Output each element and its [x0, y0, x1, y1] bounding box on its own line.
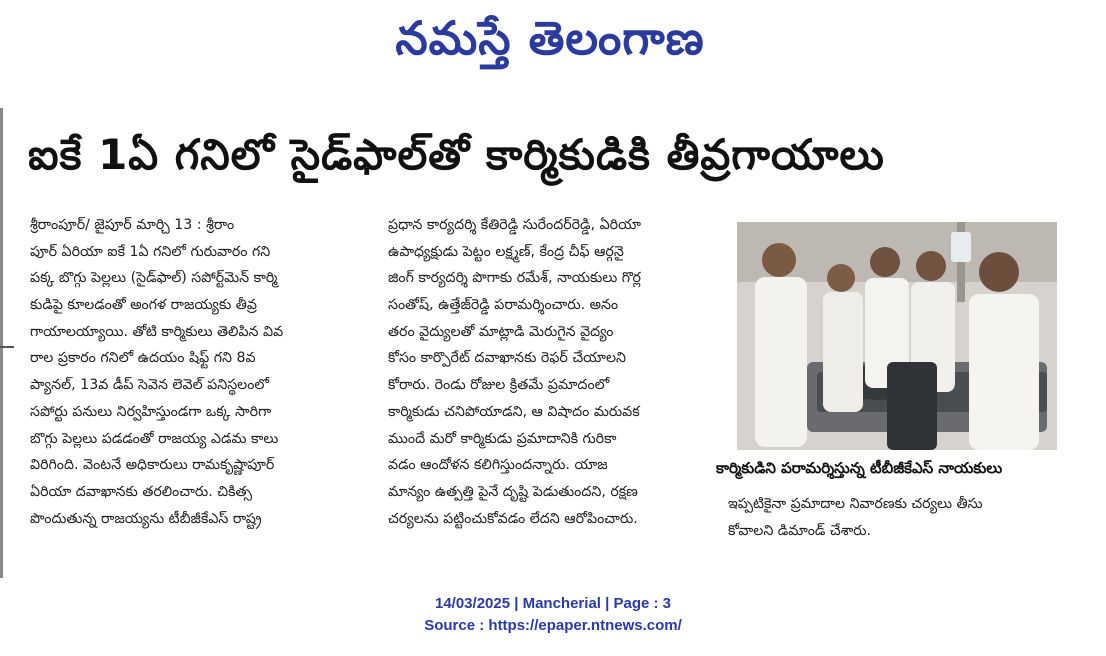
column-line: పొందుతున్న రాజయ్యను టీబీజీకేఎస్ రాష్ట్ర: [30, 510, 262, 527]
left-margin-rule: [0, 108, 3, 578]
column-line: ప్రధాన కార్యదర్శి కేతిరెడ్డి సురేందర్‌రెడ్డి, ఏరియా: [388, 217, 641, 233]
hospital-visit-photo-icon: [737, 222, 1057, 450]
margin-tick: [0, 346, 14, 348]
footer-source-link[interactable]: Source : https://epaper.ntnews.com/: [424, 617, 682, 634]
column-line: ముందే మరో కార్మికుడు ప్రమాదానికి గురికా: [388, 430, 617, 447]
column-line: సపోర్టు పనులు నిర్వహిస్తుండగా ఒక్క సారిగా: [30, 403, 272, 420]
column-line: పూర్ ఏరియా ఐకే 1ఏ గనిలో గురువారం గని: [30, 243, 271, 260]
column-line: ఏరియా దవాఖానకు తరలించారు. చికిత్స: [30, 483, 253, 500]
column-line: ఉపాధ్యక్షుడు పెట్టం లక్ష్మణ్, కేంద్ర చీఫ్ ఆర్గనై: [388, 243, 624, 260]
column-line: మాన్యం ఉత్పత్తి పైనే దృష్టి పెడుతుందని, రక్షణ: [388, 483, 638, 500]
column-line: పక్క బొగ్గు పెల్లలు (సైడ్‌ఫాల్) సపోర్ట్‌మెన్ కార్మి: [30, 270, 278, 287]
article-column-1: [30, 212, 370, 532]
column-line: విరిగింది. వెంటనే అధికారులు రామకృష్ణాపూర్: [30, 457, 275, 474]
column-line: కోవాలని డిమాండ్ చేశారు.: [728, 522, 872, 539]
column-line: చర్యలను పట్టించుకోవడం లేదని ఆరోపించారు.: [388, 510, 638, 527]
column-line: ఇప్పటికైనా ప్రమాదాల నివారణకు చర్యలు తీసు: [728, 496, 983, 512]
column-line: తరం వైద్యులతో మాట్లాడి మెరుగైన వైద్యం: [388, 323, 614, 340]
news-photo: [737, 222, 1057, 450]
article-headline: ఐకే 1ఏ గనిలో సైడ్‌ఫాల్‌తో కార్మికుడికి తీవ్రగాయాలు: [28, 130, 885, 179]
column-line: బొగ్గు పెల్లలు పడడంతో రాజయ్య ఎడమ కాలు: [30, 430, 279, 447]
article-column-3: [728, 491, 1064, 544]
footer-edition-info: 14/03/2025 | Mancherial | Page : 3: [434, 595, 672, 612]
column-line: శ్రీరాంపూర్/ జైపూర్ మార్చి 13 : శ్రీరాం: [30, 217, 235, 233]
column-line: కోసం కార్పొరేట్ దవాఖానకు రెఫర్ చేయాలని: [388, 350, 626, 367]
column-line: వడం ఆందోళన కలిగిస్తుందన్నారు. యాజ: [388, 457, 608, 474]
column-line: రాల ప్రకారం గనిలో ఉదయం షిఫ్ట్ గని 8వ: [30, 350, 256, 367]
column-line: సంతోష్, ఉత్తేజ్‌రెడ్డి పరామర్శించారు. అనం: [388, 297, 619, 314]
column-line: ప్యానల్, 13వ డీప్ సెవెన లెవెల్ పనిస్థలంలో: [30, 377, 269, 394]
photo-caption: కార్మికుడిని పరామర్శిస్తున్న టీబీజీకేఎస్ నాయకులు: [716, 459, 1003, 477]
article-column-2: [388, 212, 713, 532]
masthead-logo: నమస్తే తెలంగాణ: [395, 11, 705, 65]
column-line: కార్మికుడు చనిపోయాడని, ఆ విషాదం మరువక: [388, 403, 640, 420]
column-line: గాయాలయ్యాయి. తోటి కార్మికులు తెలిపిన వివ: [30, 323, 284, 340]
column-line: కుడిపై కూలడంతో అంగళ రాజయ్యకు తీవ్ర: [30, 297, 257, 314]
column-line: కోరారు. రెండు రోజుల క్రితమే ప్రమాదంలో: [388, 377, 610, 394]
column-line: జింగ్ కార్యదర్శి పొగాకు రమేశ్, నాయకులు గొర్ల: [388, 270, 641, 287]
